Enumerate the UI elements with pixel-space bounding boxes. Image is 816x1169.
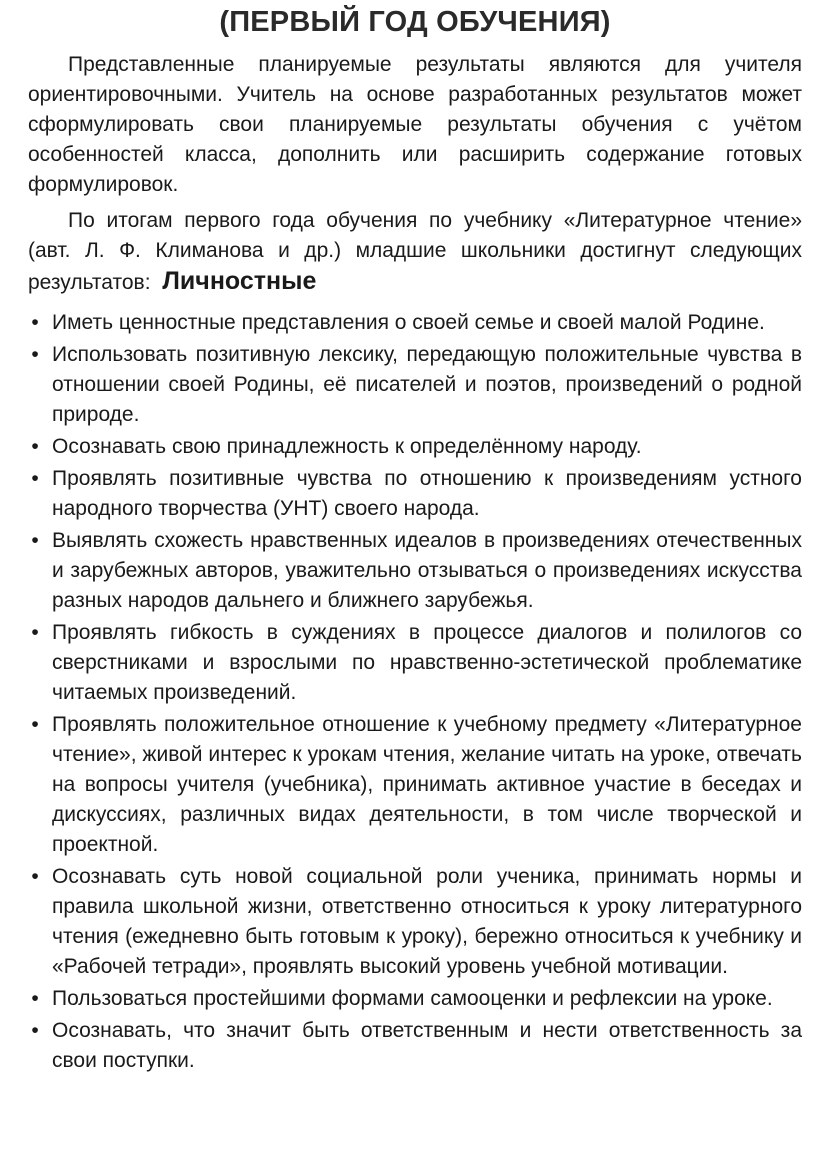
list-item bbox=[28, 526, 802, 616]
bullet-icon: • bbox=[31, 987, 39, 1010]
results-list bbox=[28, 308, 802, 1076]
intro-paragraph: Представленные планируемые результаты являются для учителя ориентировочными. Учитель на основе разработанных результатов может сформулировать свои планируемые результаты обучения с учётом особенностей класса, дополнить или расширить содержание готовых формулировок. bbox=[28, 53, 802, 196]
list-item bbox=[28, 464, 802, 524]
bullet-icon: • bbox=[31, 865, 39, 888]
list-item-text: Использовать позитивную лексику, передающую положительные чувства в отношении своей Родины, её писателей и поэтов, произведений о родной природе. bbox=[52, 343, 802, 426]
bullet-icon: • bbox=[31, 529, 39, 552]
list-item bbox=[28, 984, 802, 1014]
list-item-text: Проявлять положительное отношение к учебному предмету «Литературное чтение», живой интерес к урокам чтения, желание читать на уроке, отвечать на вопросы учителя (учебника), принимать активное участие в беседах и дискуссиях, различных видах деятельности, в том числе творческой и проектной. bbox=[52, 713, 802, 856]
list-item-text: Осознавать суть новой социальной роли ученика, принимать нормы и правила школьной жизни, ответственно относиться к уроку литературного чтения (ежедневно быть готовым к уроку), бережно относиться к учебнику и «Рабочей тетради», проявлять высокий уровень учебной мотивации. bbox=[52, 865, 802, 978]
list-item bbox=[28, 710, 802, 860]
bullet-icon: • bbox=[31, 435, 39, 458]
list-item bbox=[28, 862, 802, 982]
list-item bbox=[28, 618, 802, 708]
list-item bbox=[28, 340, 802, 430]
list-item bbox=[28, 432, 802, 462]
list-item bbox=[28, 1016, 802, 1076]
list-item-text: Иметь ценностные представления о своей семье и своей малой Родине. bbox=[52, 311, 765, 334]
bullet-icon: • bbox=[31, 713, 39, 736]
list-item-text: Проявлять позитивные чувства по отношению к произведениям устного народного творчества (УНТ) своего народа. bbox=[52, 467, 802, 520]
bullet-icon: • bbox=[31, 621, 39, 644]
list-item-text: Пользоваться простейшими формами самооценки и рефлексии на уроке. bbox=[52, 987, 773, 1010]
bullet-icon: • bbox=[31, 467, 39, 490]
list-item-text: Выявлять схожесть нравственных идеалов в произведениях отечественных и зарубежных авторов, уважительно отзываться о произведениях искусства разных народов дальнего и ближнего зарубежья. bbox=[52, 529, 802, 612]
page-title: (ПЕРВЫЙ ГОД ОБУЧЕНИЯ) bbox=[219, 6, 611, 38]
list-item-text: Проявлять гибкость в суждениях в процессе диалогов и полилогов со сверстниками и взрослыми по нравственно-эстетической проблематике читаемых произведений. bbox=[52, 621, 802, 704]
summary-text: По итогам первого года обучения по учебнику «Литературное чтение» (авт. Л. Ф. Климанова и др.) младшие школьники достигнут следующих результатов: bbox=[28, 209, 802, 294]
bullet-icon: • bbox=[31, 1019, 39, 1042]
bullet-icon: • bbox=[31, 311, 39, 334]
list-item bbox=[28, 308, 802, 338]
bullet-icon: • bbox=[31, 343, 39, 366]
section-heading: Личностные bbox=[162, 267, 317, 295]
summary-paragraph bbox=[28, 206, 802, 298]
list-item-text: Осознавать, что значит быть ответственным и нести ответственность за свои поступки. bbox=[52, 1019, 802, 1072]
list-item-text: Осознавать свою принадлежность к определённому народу. bbox=[52, 435, 642, 458]
